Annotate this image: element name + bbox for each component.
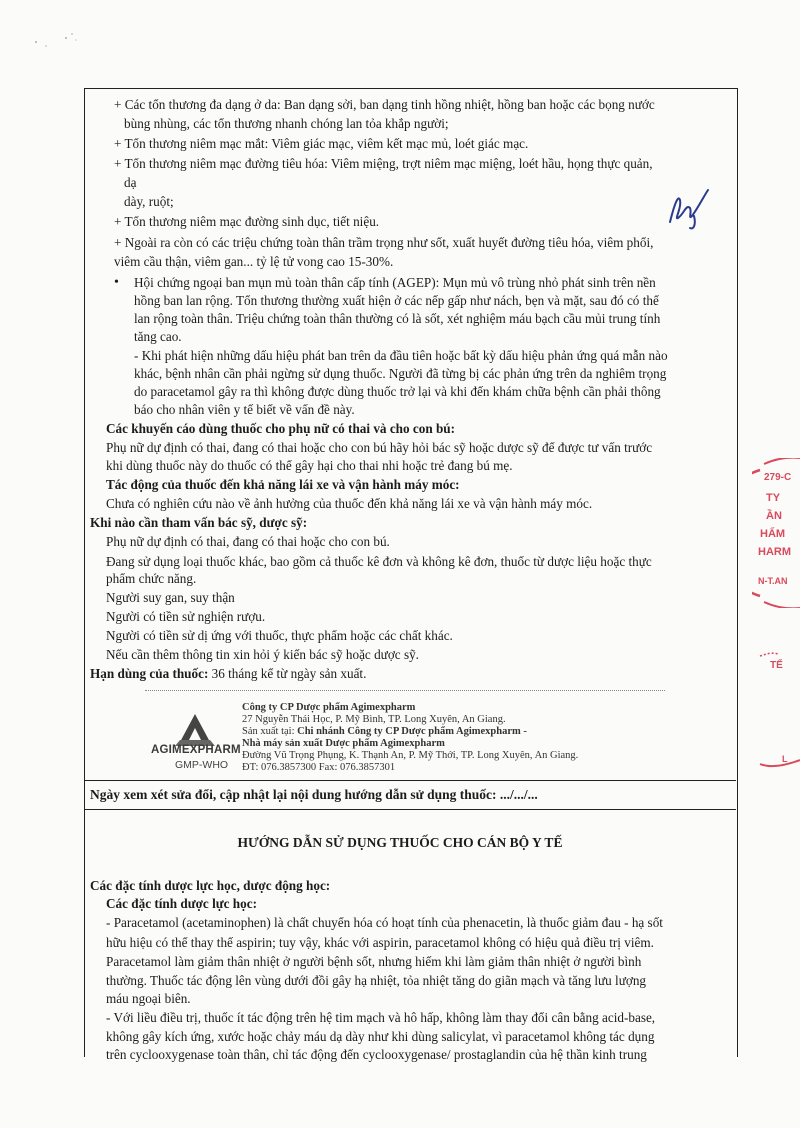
text-line: dày, ruột; <box>124 194 174 209</box>
review-date: Ngày xem xét sửa đổi, cập nhật lại nội dung hướng dẫn sử dụng thuốc: .../.../... <box>90 787 538 802</box>
text-line: - Với liều điều trị, thuốc ít tác động trên hệ tim mạch và hô hấp, không làm thay đổi cân bằng acid-base, <box>106 1010 656 1025</box>
made-at-line <box>242 726 527 738</box>
heading-pharmacodynamics: Các đặc tính dược lực học: <box>106 896 257 911</box>
shelf-life-value: 36 tháng kể từ ngày sản xuất. <box>208 666 367 681</box>
stamp-text: HẨM <box>760 528 786 540</box>
logo-wordmark: AGIMEXPHARM <box>151 744 241 756</box>
heading-consult: Khi nào cần tham vấn bác sỹ, dược sỹ: <box>90 515 308 530</box>
text-line: báo cho nhân viên y tế biết về vấn đề này. <box>134 402 355 417</box>
text-line: - Paracetamol (acetaminophen) là chất chuyển hóa có hoạt tính của phenacetin, là thuốc giảm đau - hạ sốt <box>106 915 663 930</box>
text-line: tăng cao. <box>134 329 182 344</box>
text-line: Chưa có nghiên cứu nào về ảnh hưởng của thuốc đến khả năng lái xe và vận hành máy móc. <box>106 496 593 511</box>
text-line: phẩm chức năng. <box>106 571 197 586</box>
divider <box>84 780 736 781</box>
text-line: Paracetamol làm giảm thân nhiệt ở người bệnh sốt, nhưng hiếm khi làm giảm thân nhiệt ở người bình <box>106 954 642 969</box>
divider <box>84 809 736 810</box>
red-stamp-partial <box>752 458 800 608</box>
text-line: Người có tiền sử dị ứng với thuốc, thực phẩm hoặc các chất khác. <box>106 628 453 643</box>
text-line: hữu hiệu có thể thay thế aspirin; tuy vậy, khác với aspirin, paracetamol không có hiệu quả điều trị viêm. <box>106 935 654 950</box>
text-line: Phụ nữ dự định có thai, đang có thai hoặc cho con bú. <box>106 534 390 549</box>
stamp-text: HARM <box>758 546 791 558</box>
heading-pregnancy: Các khuyến cáo dùng thuốc cho phụ nữ có thai và cho con bú: <box>106 421 456 436</box>
scan-specks <box>30 24 90 54</box>
bullet-icon: • <box>114 275 119 290</box>
heading-driving: Tác động của thuốc đến khả năng lái xe và vận hành máy móc: <box>106 477 460 492</box>
text-line: + Ngoài ra còn có các triệu chứng toàn thân trầm trọng như sốt, xuất huyết đường tiêu hóa, viêm phổi, <box>114 235 654 250</box>
made-at-value: Chi nhánh Công ty CP Dược phẩm Agimexpharm - <box>297 726 527 737</box>
stamp-text: L <box>782 754 788 764</box>
text-line: Người có tiền sử nghiện rượu. <box>106 609 266 624</box>
text-line: + Tổn thương niêm mạc mắt: Viêm giác mạc, viêm kết mạc mủ, loét giác mạc. <box>114 136 529 151</box>
dotted-divider <box>145 690 665 691</box>
handwritten-signature-icon <box>664 186 712 232</box>
text-line: + Các tổn thương đa dạng ở da: Ban dạng sởi, ban dạng tinh hồng nhiệt, hồng ban hoặc các bọng nước <box>114 97 655 112</box>
text-line: do paracetamol gây ra thì không được dùng thuốc trở lại và khi đến khám chữa bệnh cần phải thông <box>134 384 661 399</box>
made-at-prefix: Sản xuất tại: <box>242 726 298 737</box>
text-line: + Tổn thương niêm mạc đường sinh dục, tiết niệu. <box>114 214 380 229</box>
factory-name: Nhà máy sản xuất Dược phẩm Agimexpharm <box>242 738 445 749</box>
factory-address: Đường Vũ Trọng Phụng, K. Thạnh An, P. Mỹ Thới, TP. Long Xuyên, An Giang. <box>242 750 579 761</box>
text-line: Đang sử dụng loại thuốc khác, bao gồm cả thuốc kê đơn và không kê đơn, thuốc từ dược liệu hoặc thực <box>106 554 652 569</box>
section-title: HƯỚNG DẪN SỬ DỤNG THUỐC CHO CÁN BỘ Y TẾ <box>237 835 563 850</box>
text-line: Phụ nữ dự định có thai, đang có thai hoặc cho con bú hãy hỏi bác sỹ hoặc dược sỹ để được tư vấn trước <box>106 440 653 455</box>
company-address: 27 Nguyễn Thái Học, P. Mỹ Bình, TP. Long Xuyên, An Giang. <box>242 714 506 725</box>
company-phone: ĐT: 076.3857300 Fax: 076.3857301 <box>242 762 396 773</box>
text-line: Hội chứng ngoại ban mụn mủ toàn thân cấp tính (AGEP): Mụn mủ vô trùng nhỏ phát sinh trên nền <box>134 275 656 290</box>
logo-gmp: GMP-WHO <box>175 759 229 771</box>
stamp-text: TY <box>766 492 781 504</box>
stamp-text: TẾ <box>770 660 783 671</box>
stamp-text: N-T.AN <box>758 576 788 586</box>
stamp-text: ẦN <box>766 510 782 522</box>
text-line: khi dùng thuốc này do thuốc có thể gây hại cho thai nhi hoặc trẻ đang bú mẹ. <box>106 458 513 473</box>
text-line: + Tổn thương niêm mạc đường tiêu hóa: Viêm miệng, trợt niêm mạc miệng, loét hầu, họng thực quản, <box>114 156 653 171</box>
text-line: dạ <box>124 175 137 190</box>
shelf-life-line <box>90 665 366 682</box>
stamp-text: 279-C <box>764 472 792 483</box>
text-line: viêm cầu thận, viêm gan... tỷ lệ tử vong cao 15-30%. <box>114 254 394 269</box>
heading-pharmacology: Các đặc tính dược lực học, dược động học: <box>90 878 331 893</box>
text-line: thường. Thuốc tác động lên vùng dưới đồi gây hạ nhiệt, tỏa nhiệt tăng do giãn mạch và tăng lưu lượng <box>106 973 647 988</box>
text-line: máu ngoại biên. <box>106 991 191 1006</box>
shelf-life-label: Hạn dùng của thuốc: <box>90 666 209 681</box>
text-line: trên cyclooxygenase toàn thân, chỉ tác động đến cyclooxygenase/ prostaglandin của hệ thần kinh trung <box>106 1047 647 1062</box>
text-line: Nếu cần thêm thông tin xin hỏi ý kiến bác sỹ hoặc dược sỹ. <box>106 647 419 662</box>
text-line: Người suy gan, suy thận <box>106 590 235 605</box>
company-name: Công ty CP Dược phẩm Agimexpharm <box>242 702 416 713</box>
text-line: bùng nhùng, các tổn thương nhanh chóng lan tỏa khắp người; <box>124 116 449 131</box>
text-line: lan rộng toàn thân. Triệu chứng toàn thân thường có là sốt, xét nghiệm máu bạch cầu mủi trung tính <box>134 311 661 326</box>
text-line: khác, bệnh nhân cần phải ngừng sử dụng thuốc. Người đã từng bị các phản ứng trên da nghiêm trọng <box>134 366 667 381</box>
text-line: hồng ban lan rộng. Tổn thương thường xuất hiện ở các nếp gấp như nách, bẹn và mặt, sau đó có thể <box>134 293 659 308</box>
text-line: không gây kích ứng, xước hoặc chảy máu dạ dày như khi dùng salicylat, vì paracetamol không tác dụng <box>106 1029 655 1044</box>
red-stamp-partial <box>756 650 800 770</box>
text-line: - Khi phát hiện những dấu hiệu phát ban trên da đầu tiên hoặc bất kỳ dấu hiệu phản ứng quá mẫn nào <box>134 348 668 363</box>
